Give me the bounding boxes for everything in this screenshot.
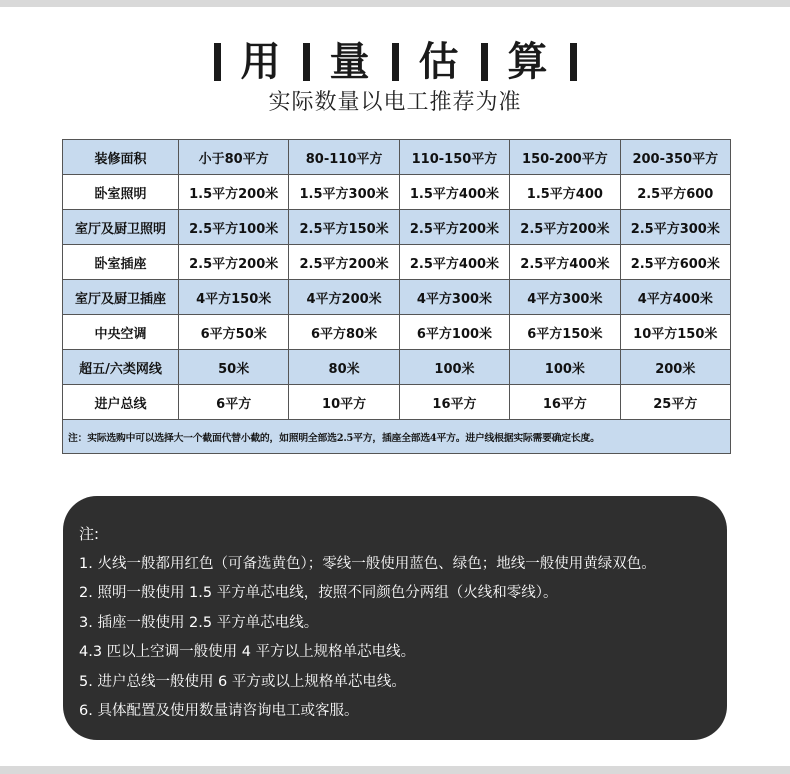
table-cell: 4平方150米 xyxy=(179,280,289,315)
table-cell: 2.5平方400米 xyxy=(399,245,509,280)
notes-item: 3. 插座一般使用 2.5 平方单芯电线。 xyxy=(79,614,319,631)
notes-item: 2. 照明一般使用 1.5 平方单芯电线，按照不同颜色分两组（火线和零线）。 xyxy=(79,585,558,602)
table-row xyxy=(63,385,731,420)
notes-title: 注: xyxy=(79,525,100,543)
table-note-row xyxy=(63,420,731,454)
table-cell: 2.5平方100米 xyxy=(179,210,289,245)
table-cell: 6平方50米 xyxy=(179,315,289,350)
table-cell: 100米 xyxy=(510,350,620,385)
table-cell: 100米 xyxy=(399,350,509,385)
table-cell: 6平方150米 xyxy=(510,315,620,350)
table-cell: 80米 xyxy=(289,350,399,385)
notes-item: 1. 火线一般都用红色（可备选黄色）；零线一般使用蓝色、绿色；地线一般使用黄绿双色。 xyxy=(79,556,656,572)
table-cell: 50米 xyxy=(179,350,289,385)
table-cell: 4平方300米 xyxy=(510,280,620,315)
table-cell: 室厅及厨卫照明 xyxy=(63,210,179,245)
notes-panel xyxy=(63,496,727,740)
table-row xyxy=(63,210,731,245)
table-cell: 4平方300米 xyxy=(399,280,509,315)
table-cell: 2.5平方600 xyxy=(620,175,730,210)
table-cell: 80-110平方 xyxy=(289,140,399,175)
table-cell: 装修面积 xyxy=(63,140,179,175)
title-char: 量 xyxy=(329,39,372,85)
table-cell: 4平方400米 xyxy=(620,280,730,315)
table-cell: 1.5平方200米 xyxy=(179,175,289,210)
table-cell: 16平方 xyxy=(510,385,620,420)
table-cell: 6平方80米 xyxy=(289,315,399,350)
table-cell: 200米 xyxy=(620,350,730,385)
table-cell: 200-350平方 xyxy=(620,140,730,175)
table-cell: 2.5平方400米 xyxy=(510,245,620,280)
table-cell: 2.5平方150米 xyxy=(289,210,399,245)
table-header-row xyxy=(63,140,731,175)
table-cell: 2.5平方200米 xyxy=(399,210,509,245)
table-cell: 6平方 xyxy=(179,385,289,420)
title-divider-bar xyxy=(392,43,399,81)
table-cell: 卧室插座 xyxy=(63,245,179,280)
title-char: 估 xyxy=(418,39,461,85)
table-cell: 10平方 xyxy=(289,385,399,420)
page-subtitle: 实际数量以电工推荐为准 xyxy=(268,90,522,115)
table-note: 注：实际选购中可以选择大一个截面代替小截的，如照明全部选2.5平方，插座全部选4平方。进户线根据实际需要确定长度。 xyxy=(63,420,731,454)
title-divider-bar xyxy=(481,43,488,81)
table-cell: 6平方100米 xyxy=(399,315,509,350)
top-border-bar xyxy=(0,0,790,7)
notes-item: 5. 进户总线一般使用 6 平方或以上规格单芯电线。 xyxy=(79,673,406,690)
wire-estimate-table xyxy=(62,139,731,454)
table-cell: 进户总线 xyxy=(63,385,179,420)
bottom-border-bar xyxy=(0,766,790,774)
table-cell: 卧室照明 xyxy=(63,175,179,210)
table-cell: 1.5平方300米 xyxy=(289,175,399,210)
table-cell: 1.5平方400 xyxy=(510,175,620,210)
notes-item: 4.3 匹以上空调一般使用 4 平方以上规格单芯电线。 xyxy=(79,644,416,661)
page-title xyxy=(0,34,790,90)
table-cell: 16平方 xyxy=(399,385,509,420)
table-cell: 25平方 xyxy=(620,385,730,420)
table-row xyxy=(63,315,731,350)
table-cell: 2.5平方600米 xyxy=(620,245,730,280)
table-cell: 110-150平方 xyxy=(399,140,509,175)
table-cell: 室厅及厨卫插座 xyxy=(63,280,179,315)
table-cell: 2.5平方200米 xyxy=(179,245,289,280)
title-divider-bar xyxy=(214,43,221,81)
title-divider-bar xyxy=(303,43,310,81)
table-row xyxy=(63,280,731,315)
table-cell: 4平方200米 xyxy=(289,280,399,315)
table-cell: 1.5平方400米 xyxy=(399,175,509,210)
table-cell: 中央空调 xyxy=(63,315,179,350)
title-char: 算 xyxy=(507,39,550,85)
table-cell: 10平方150米 xyxy=(620,315,730,350)
table-row xyxy=(63,350,731,385)
table-cell: 150-200平方 xyxy=(510,140,620,175)
table-row xyxy=(63,175,731,210)
table-row xyxy=(63,245,731,280)
title-divider-bar xyxy=(570,43,577,81)
table-cell: 2.5平方300米 xyxy=(620,210,730,245)
table-cell: 2.5平方200米 xyxy=(289,245,399,280)
table-cell: 小于80平方 xyxy=(179,140,289,175)
table-cell: 超五/六类网线 xyxy=(63,350,179,385)
table-cell: 2.5平方200米 xyxy=(510,210,620,245)
notes-item: 6. 具体配置及使用数量请咨询电工或客服。 xyxy=(79,703,359,720)
title-char: 用 xyxy=(240,39,283,85)
